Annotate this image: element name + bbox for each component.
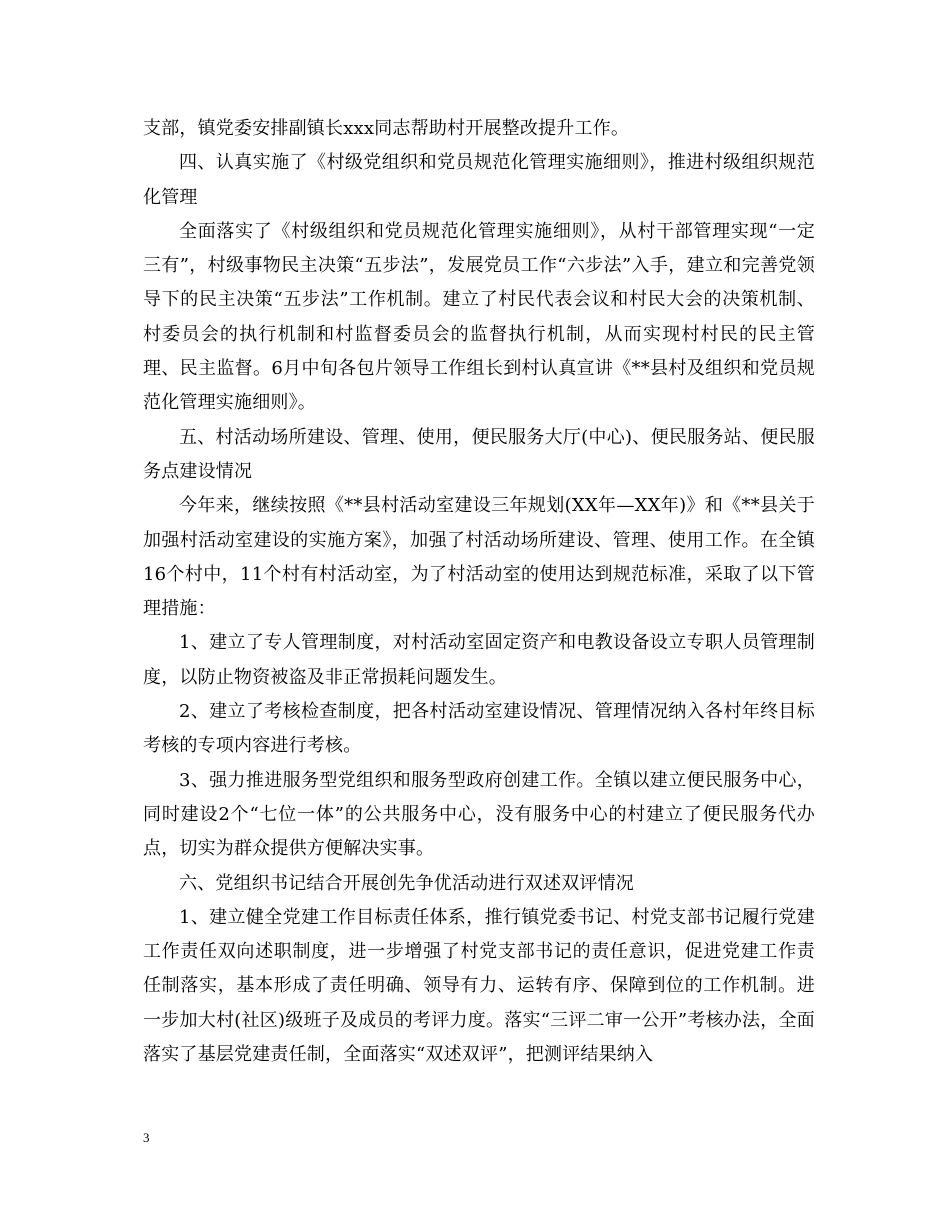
paragraph-3: 全面落实了《村级组织和党员规范化管理实施细则》，从村干部管理实现“一定三有”，村级事物民主决策“五步法”，发展党员工作“六步法”入手，建立和完善党领导下的民主决策“五步法”工作机制。建立了村民代表会议和村民大会的决策机制、村委员会的执行机制和村监督委员会的监督执行机制，从而实现村村民的民主管理、民主监督。6月中旬各包片领导工作组长到村认真宣讲《**县村及组织和党员规范化管理实施细则》。	[143, 220, 815, 414]
section-heading-6: 六、党组织书记结合开展创先争优活动进行双述双评情况	[179, 872, 634, 894]
paragraph-10: 1、建立健全党建工作目标责任体系，推行镇党委书记、村党支部书记履行党建工作责任双向述职制度，进一步增强了村党支部书记的责任意识，促进党建工作责任制落实，基本形成了责任明确、领导有力、运转有序、保障到位的工作机制。进一步加大村(社区)级班子及成员的考评力度。落实“三评二审一公开”考核办法，全面落实了基层党建责任制，全面落实“双述双评”，把测评结果纳入	[143, 906, 815, 1066]
document-body	[143, 112, 815, 1072]
list-item-1: 1、建立了专人管理制度，对村活动室固定资产和电教设备设立专职人员管理制度，以防止物资被盗及非正常损耗问题发生。	[143, 632, 815, 688]
paragraph-1: 支部，镇党委安排副镇长xxx同志帮助村开展整改提升工作。	[143, 118, 630, 139]
list-item-3: 3、强力推进服务型党组织和服务型政府创建工作。全镇以建立便民服务中心，同时建设2个“七位一体”的公共服务中心，没有服务中心的村建立了便民服务代办点，切实为群众提供方便解决实事。	[143, 769, 815, 860]
page-number: 3	[143, 1130, 150, 1145]
section-heading-4: 四、认真实施了《村级党组织和党员规范化管理实施细则》，推进村级组织规范化管理	[143, 152, 815, 208]
list-item-2: 2、建立了考核检查制度，把各村活动室建设情况、管理情况纳入各村年终目标考核的专项内容进行考核。	[143, 701, 815, 757]
section-heading-5: 五、村活动场所建设、管理、使用，便民服务大厅(中心)、便民服务站、便民服务点建设情况	[143, 426, 815, 482]
paragraph-5: 今年来，继续按照《**县村活动室建设三年规划(XX年—XX年)》和《**县关于加强村活动室建设的实施方案》，加强了村活动场所建设、管理、使用工作。在全镇16个村中，11个村有村活动室，为了村活动室的使用达到规范标准，采取了以下管理措施：	[143, 495, 815, 620]
